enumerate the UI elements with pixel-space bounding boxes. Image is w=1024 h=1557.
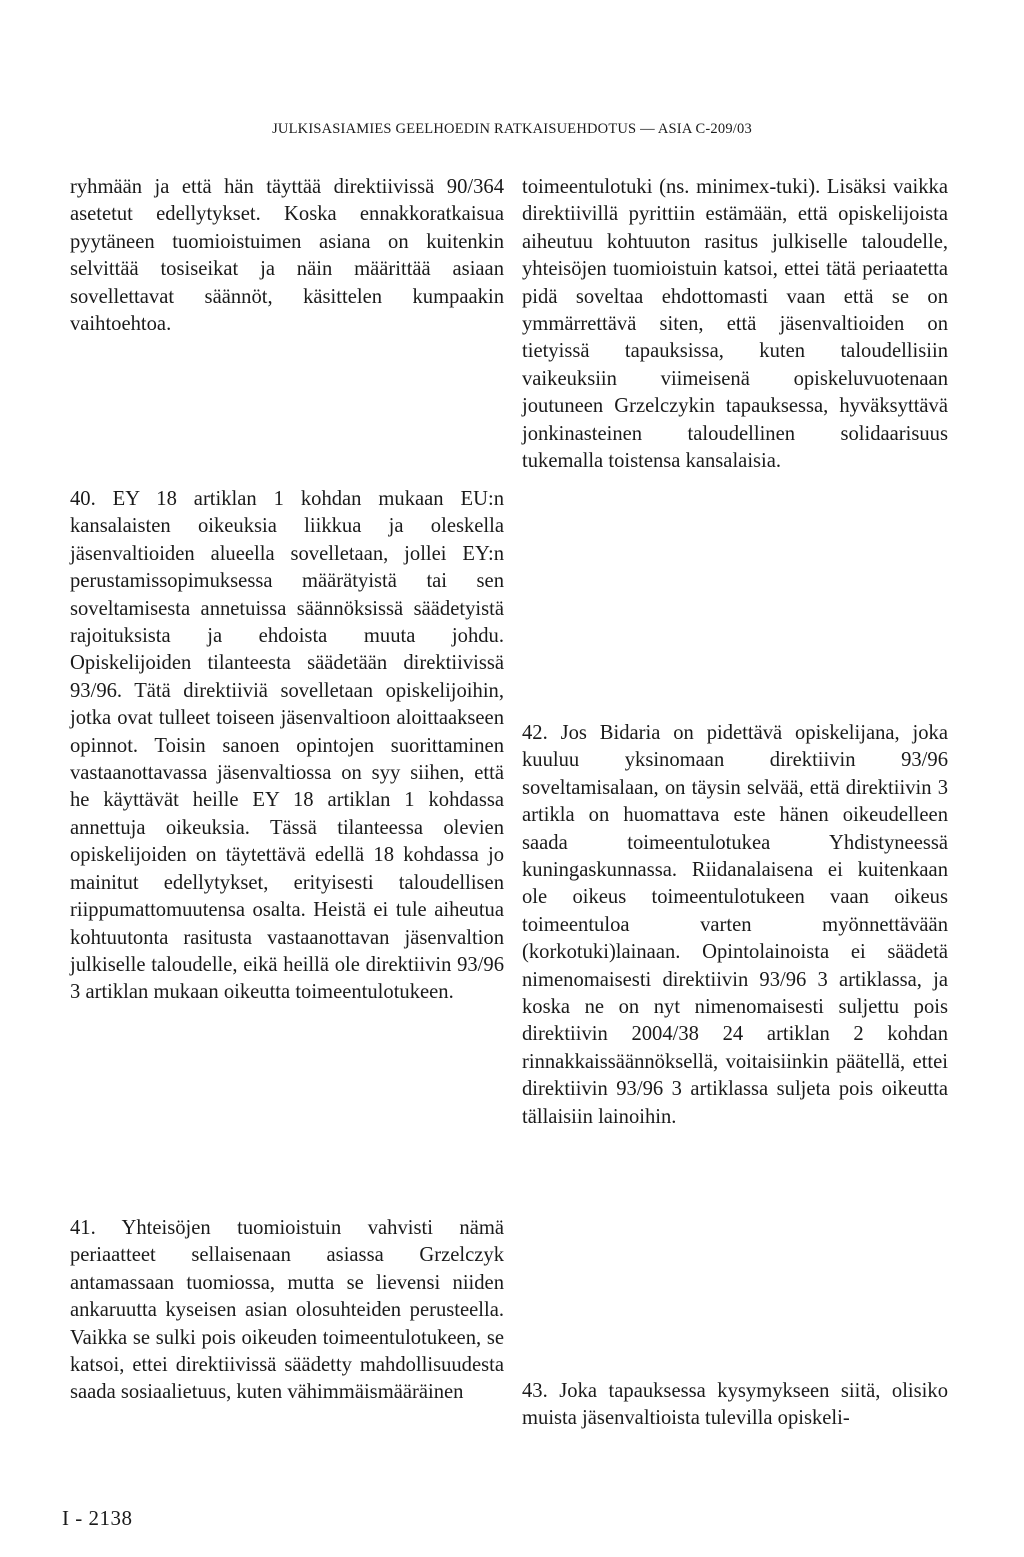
paragraph-41: 41. Yhteisöjen tuomioistuin vahvisti nämä periaatteet sellaisenaan asiassa Grzelczyk antamassaan tuomiossa, mutta se lievensi niiden ankaruutta kyseisen asian olosuhteiden perusteella. Vaikka se sulki pois oikeuden toimeentulotukeen, se katsoi, ettei direktiivissä säädetty mahdollisuudesta saada sosiaalietuus, kuten vähimmäismääräinen <box>70 1217 504 1404</box>
paragraph-42: 42. Jos Bidaria on pidettävä opiskelijana, joka kuuluu yksinomaan direktiivin 93/96 soveltamisalaan, on täysin selvää, että direktiivin 3 artikla on huomattava este hänen oikeudelleen saada toimeentulotukea Yhdistyneessä kuningaskunnassa. Riidanalaisena ei kuitenkaan ole oikeus toimeentulotukeen vaan oikeus toimeentuloa varten myönnettävään (korkotuki)lainaan. Opintolainoista ei säädetä nimenomaisesti direktiivin 93/96 3 artiklassa, ja koska ne on nyt nimenomaisesti suljettu pois direktiivin 2004/38 24 artiklan 2 kohdan rinnakkaissäännöksellä, voitaisiinkin päätellä, ettei direktiivin 93/96 3 artiklassa suljeta pois oikeutta tällaisiin lainoihin. <box>522 722 948 1128</box>
paragraph-39-continuation: ryhmään ja että hän täyttää direktiivissä 90/364 asetetut edellytykset. Koska ennakkoratkaisua pyytäneen tuomioistuimen asiana on kuitenkin selvittää tosiseikat ja näin määrittää asiaan sovellettavat säännöt, käsittelen kumpaakin vaihtoehtoa. <box>70 176 504 336</box>
running-header: JULKISASIAMIES GEELHOEDIN RATKAISUEHDOTUS — ASIA C-209/03 <box>272 121 752 137</box>
paragraph-43-start: 43. Joka tapauksessa kysymykseen siitä, olisiko muista jäsenvaltioista tulevilla opiskeli- <box>522 1380 948 1430</box>
page-number: I - 2138 <box>62 1506 133 1530</box>
paragraph-40: 40. EY 18 artiklan 1 kohdan mukaan EU:n kansalaisten oikeuksia liikkua ja oleskella jäsenvaltioiden alueella sovelletaan, jollei EY:n perustamissopimuksessa määrätyistä tai sen soveltamisesta annetuissa säännöksissä säädetyistä rajoituksista ja ehdoista muuta johdu. Opiskelijoiden tilanteesta säädetään direktiivissä 93/96. Tätä direktiiviä sovelletaan opiskelijoihin, jotka ovat tulleet toiseen jäsenvaltioon aloittaakseen opinnot. Toisin sanoen opintojen suorittaminen vastaanottavassa jäsenvaltiossa on syy siihen, että he käyttävät heille EY 18 artiklan 1 kohdassa annettuja oikeuksia. Tässä tilanteessa olevien opiskelijoiden on täytettävä edellä 18 kohdassa jo mainitut edellytykset, erityisesti taloudellisen riippumattomuutensa osalta. Heistä ei tule aiheutua kohtuutonta rasitusta vastaanottavan jäsenvaltion julkiselle taloudelle, eikä heillä ole direktiivin 93/96 3 artiklan mukaan oikeutta toimeentulotukeen. <box>70 488 504 1004</box>
paragraph-41-continuation: toimeentulotuki (ns. minimex-tuki). Lisäksi vaikka direktiivillä pyrittiin estämään, että opiskelijoista aiheutuu kohtuuton rasitus julkiselle taloudelle, yhteisöjen tuomioistuin katsoi, ettei tätä periaatetta pidä soveltaa ehdottomasti vaan että se on ymmärrettävä siten, että jäsenvaltioiden on tietyissä tapauksissa, kuten taloudellisiin vaikeuksiin viimeisenä opiskeluvuotenaan joutuneen Grzelczykin tapauksessa, hyväksyttävä jonkinasteinen taloudellinen solidaarisuus tukemalla toistensa kansalaisia. <box>522 176 948 473</box>
